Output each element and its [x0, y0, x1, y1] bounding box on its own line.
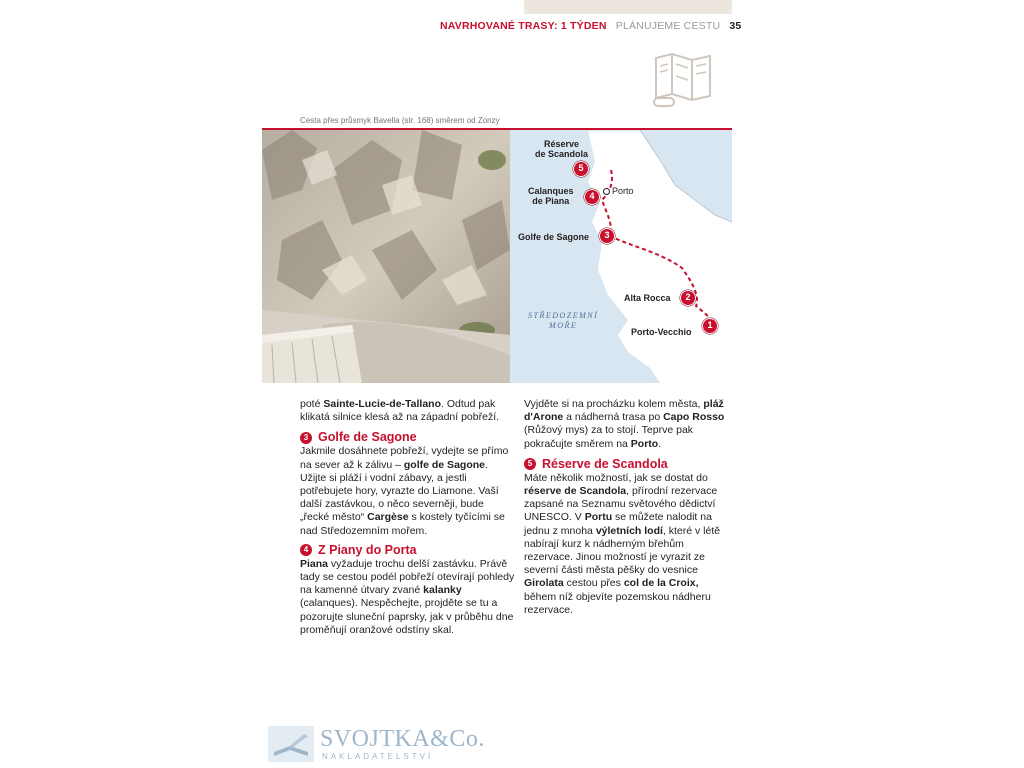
left-intro [300, 398, 515, 424]
section-heading-3 [300, 430, 515, 445]
bold-term: golfe de Sagone [403, 458, 485, 471]
stop-badge-2: 2 [680, 290, 696, 306]
map-label-stop-4-line2: de Piana [532, 196, 570, 206]
right-column [524, 398, 732, 617]
section-heading-5 [524, 457, 732, 472]
section-number-3: 3 [300, 432, 312, 444]
bold-term: Cargèse [367, 511, 409, 524]
bold-term: Piana [300, 557, 329, 570]
bold-term: pláž d'Arone [524, 398, 724, 424]
bold-term: Girolata [524, 577, 564, 590]
route-map [510, 130, 732, 383]
map-label-stop-5-line1: Réserve [543, 139, 580, 149]
section-title-4: Z Piany do Porta [318, 542, 417, 557]
stop-badge-4: 4 [584, 189, 600, 205]
publisher-tagline: NAKLADATELSTVÍ [322, 752, 434, 761]
body-text: (calanques). Nespěchejte, projděte se tu a pozorujte sluneční paprsky, jak v průběhu dne proměňují oranžové odstíny skal. [300, 597, 514, 636]
body-text: (Růžový mys) za to stojí. Teprve pak pokračujte směrem na [524, 424, 694, 450]
body-text: poté [300, 398, 324, 410]
body-text: , přírodní rezervace zapsané na Seznamu světového dědictví UNESCO. V [524, 485, 718, 524]
right-intro [524, 398, 732, 451]
book-emblem-icon [268, 726, 314, 762]
bold-term: Porto [630, 437, 659, 450]
section-number-4: 4 [300, 544, 312, 556]
section-heading-4 [300, 543, 515, 558]
map-planner-icon [652, 52, 714, 110]
bold-term: výletních lodí [595, 524, 663, 537]
publisher-logo [268, 726, 485, 762]
body-text: Vyjděte si na procházku kolem města, [524, 398, 704, 410]
running-head-chapter: PLÁNUJEME CESTU [615, 20, 721, 32]
section-title-3: Golfe de Sagone [318, 430, 417, 445]
section-body-4 [300, 558, 515, 637]
body-text: během níž objevíte pozemskou nádheru rezervace. [524, 590, 711, 616]
map-label-stop-4 [528, 186, 574, 206]
map-label-stop-5 [535, 139, 588, 159]
bold-term: Sainte-Lucie-de-Tallano [323, 398, 442, 410]
bold-term: réserve de Scandola [524, 485, 627, 498]
body-text: , které v létě nabírají kurz k nádherným břehům rezervace. Jinou možností je vyrazit ze severní části města pěšky do vesnice [524, 524, 721, 577]
section-body-5 [524, 472, 732, 617]
section-body-3 [300, 445, 515, 537]
map-label-stop-2: Alta Rocca [624, 293, 671, 303]
body-text: . Užijte si pláží i vodní zábavy, a jestli potřebujete hory, vyrazte do Liamone. Vaší další zastávkou, o něco severněji, bude „řecké město“ [300, 458, 499, 524]
running-head [440, 20, 742, 32]
stop-badge-5: 5 [573, 161, 589, 177]
map-label-stop-4-line1: Calanques [528, 186, 574, 196]
body-text: vyžaduje trochu delší zastávku. Právě tady se cestou podél pobřeží otevírají pohledy na kamenné útvary zvané [300, 557, 515, 597]
stop-badge-3: 3 [599, 228, 615, 244]
body-text: se můžete nalodit na jednu z mnoha [524, 511, 712, 537]
page-number: 35 [729, 20, 742, 32]
sea-label-line2: MOŘE [549, 321, 578, 330]
bold-term: Capo Rosso [663, 411, 725, 424]
bold-term: col de la Croix, [623, 577, 699, 590]
porto-marker [603, 188, 610, 195]
section-title-5: Réserve de Scandola [542, 456, 668, 471]
publisher-wordmark: SVOJTKA&Co. [320, 726, 485, 752]
map-label-stop-5-line2: de Scandola [535, 149, 589, 159]
body-text: s kostely tyčícími se nad Středozemním mořem. [300, 511, 505, 537]
map-label-stop-3: Golfe de Sagone [518, 232, 590, 242]
bold-term: kalanky [423, 584, 462, 597]
mountain-road-photo [262, 130, 510, 383]
body-text: Jakmile dosáhnete pobřeží, vydejte se přímo na sever až k zálivu – [300, 445, 509, 471]
body-text: cestou přes [563, 577, 624, 590]
sea-label-line1: STŘEDOZEMNÍ [528, 311, 599, 320]
page-tab-strip [524, 0, 732, 14]
body-text: . [658, 437, 662, 450]
running-head-section: NAVRHOVANÉ TRASY: 1 TÝDEN [440, 20, 607, 32]
bold-term: Portu [584, 511, 613, 524]
body-text: . Odtud pak klikatá silnice klesá až na západní pobřeží. [300, 398, 500, 424]
stop-badge-1: 1 [702, 318, 718, 334]
body-text: a nádherná trasa po [563, 411, 664, 424]
body-text: Máte několik možností, jak se dostat do [524, 471, 708, 484]
section-number-5: 5 [524, 458, 536, 470]
photo-caption: Cesta přes průsmyk Bavella (str. 168) směrem od Zonzy [300, 116, 500, 125]
map-label-stop-1: Porto-Vecchio [631, 327, 692, 337]
left-column [300, 398, 515, 637]
porto-label: Porto [612, 186, 634, 196]
sea-label [528, 311, 598, 331]
